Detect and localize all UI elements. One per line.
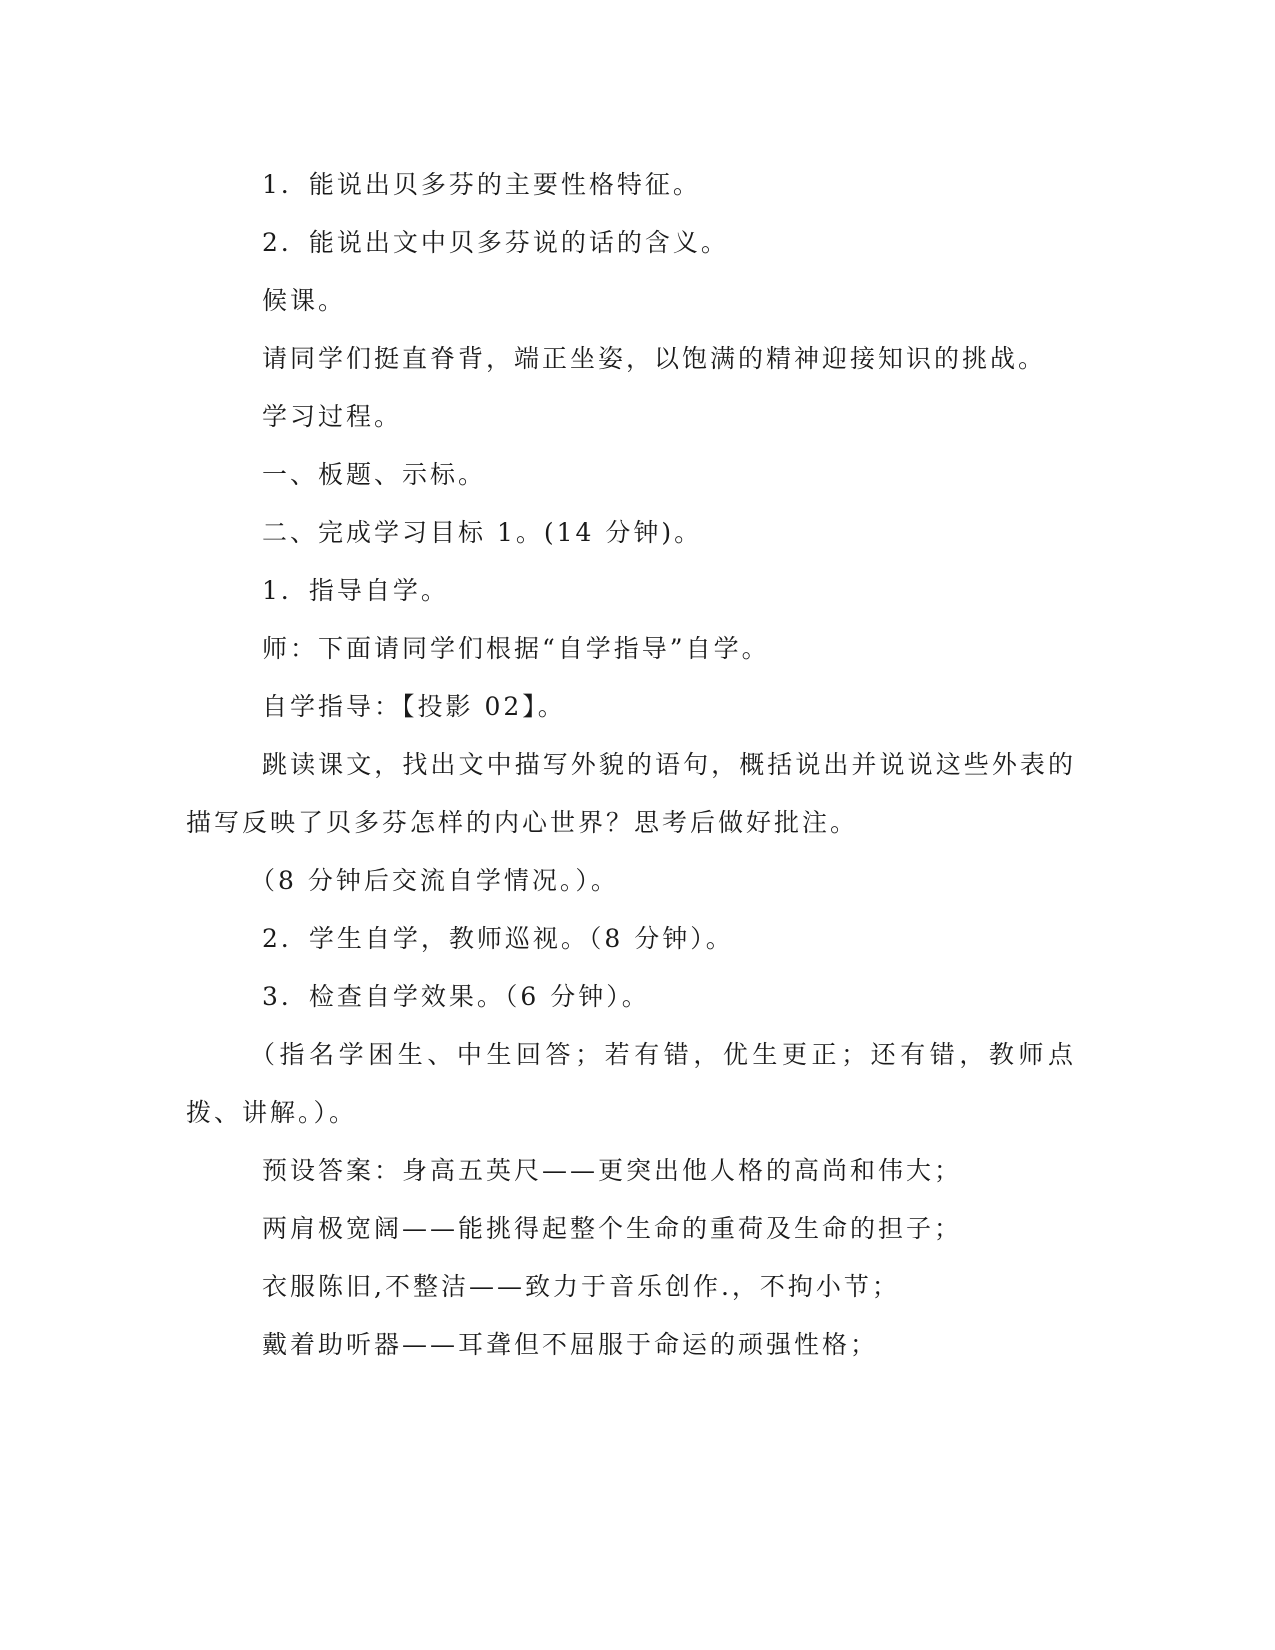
document-body [186,156,1076,1374]
paragraph: 两肩极宽阔——能挑得起整个生命的重荷及生命的担子； [262,1214,963,1243]
paragraph: 2．能说出文中贝多芬说的话的含义。 [262,228,729,257]
paragraph: 二、完成学习目标 1。(14 分钟)。 [262,518,703,547]
paragraph: 戴着助听器——耳聋但不屈服于命运的顽强性格； [262,1330,879,1359]
paragraph: 1．能说出贝多芬的主要性格特征。 [262,170,701,199]
paragraph: （指名学困生、中生回答；若有错，优生更正；还有错，教师点拨、讲解。）。 [186,1040,1076,1127]
paragraph: 请同学们挺直脊背，端正坐姿，以饱满的精神迎接知识的挑战。 [262,344,1047,373]
paragraph: 自学指导：【投影 02】。 [262,692,566,721]
paragraph: 学习过程。 [262,402,403,431]
paragraph: 2．学生自学，教师巡视。（8 分钟）。 [262,924,734,953]
paragraph: 师：下面请同学们根据“自学指导”自学。 [262,634,770,663]
paragraph: 衣服陈旧,不整洁——致力于音乐创作.，不拘小节； [262,1272,900,1301]
paragraph: 跳读课文，找出文中描写外貌的语句，概括说出并说说这些外表的描写反映了贝多芬怎样的内心世界？思考后做好批注。 [186,750,1076,837]
paragraph: 一、板题、示标。 [262,460,487,489]
paragraph: （8 分钟后交流自学情况。）。 [250,866,619,895]
paragraph: 1．指导自学。 [262,576,449,605]
paragraph: 候课。 [262,286,347,315]
paragraph: 预设答案：身高五英尺——更突出他人格的高尚和伟大； [262,1156,963,1185]
paragraph: 3．检查自学效果。（6 分钟）。 [262,982,650,1011]
